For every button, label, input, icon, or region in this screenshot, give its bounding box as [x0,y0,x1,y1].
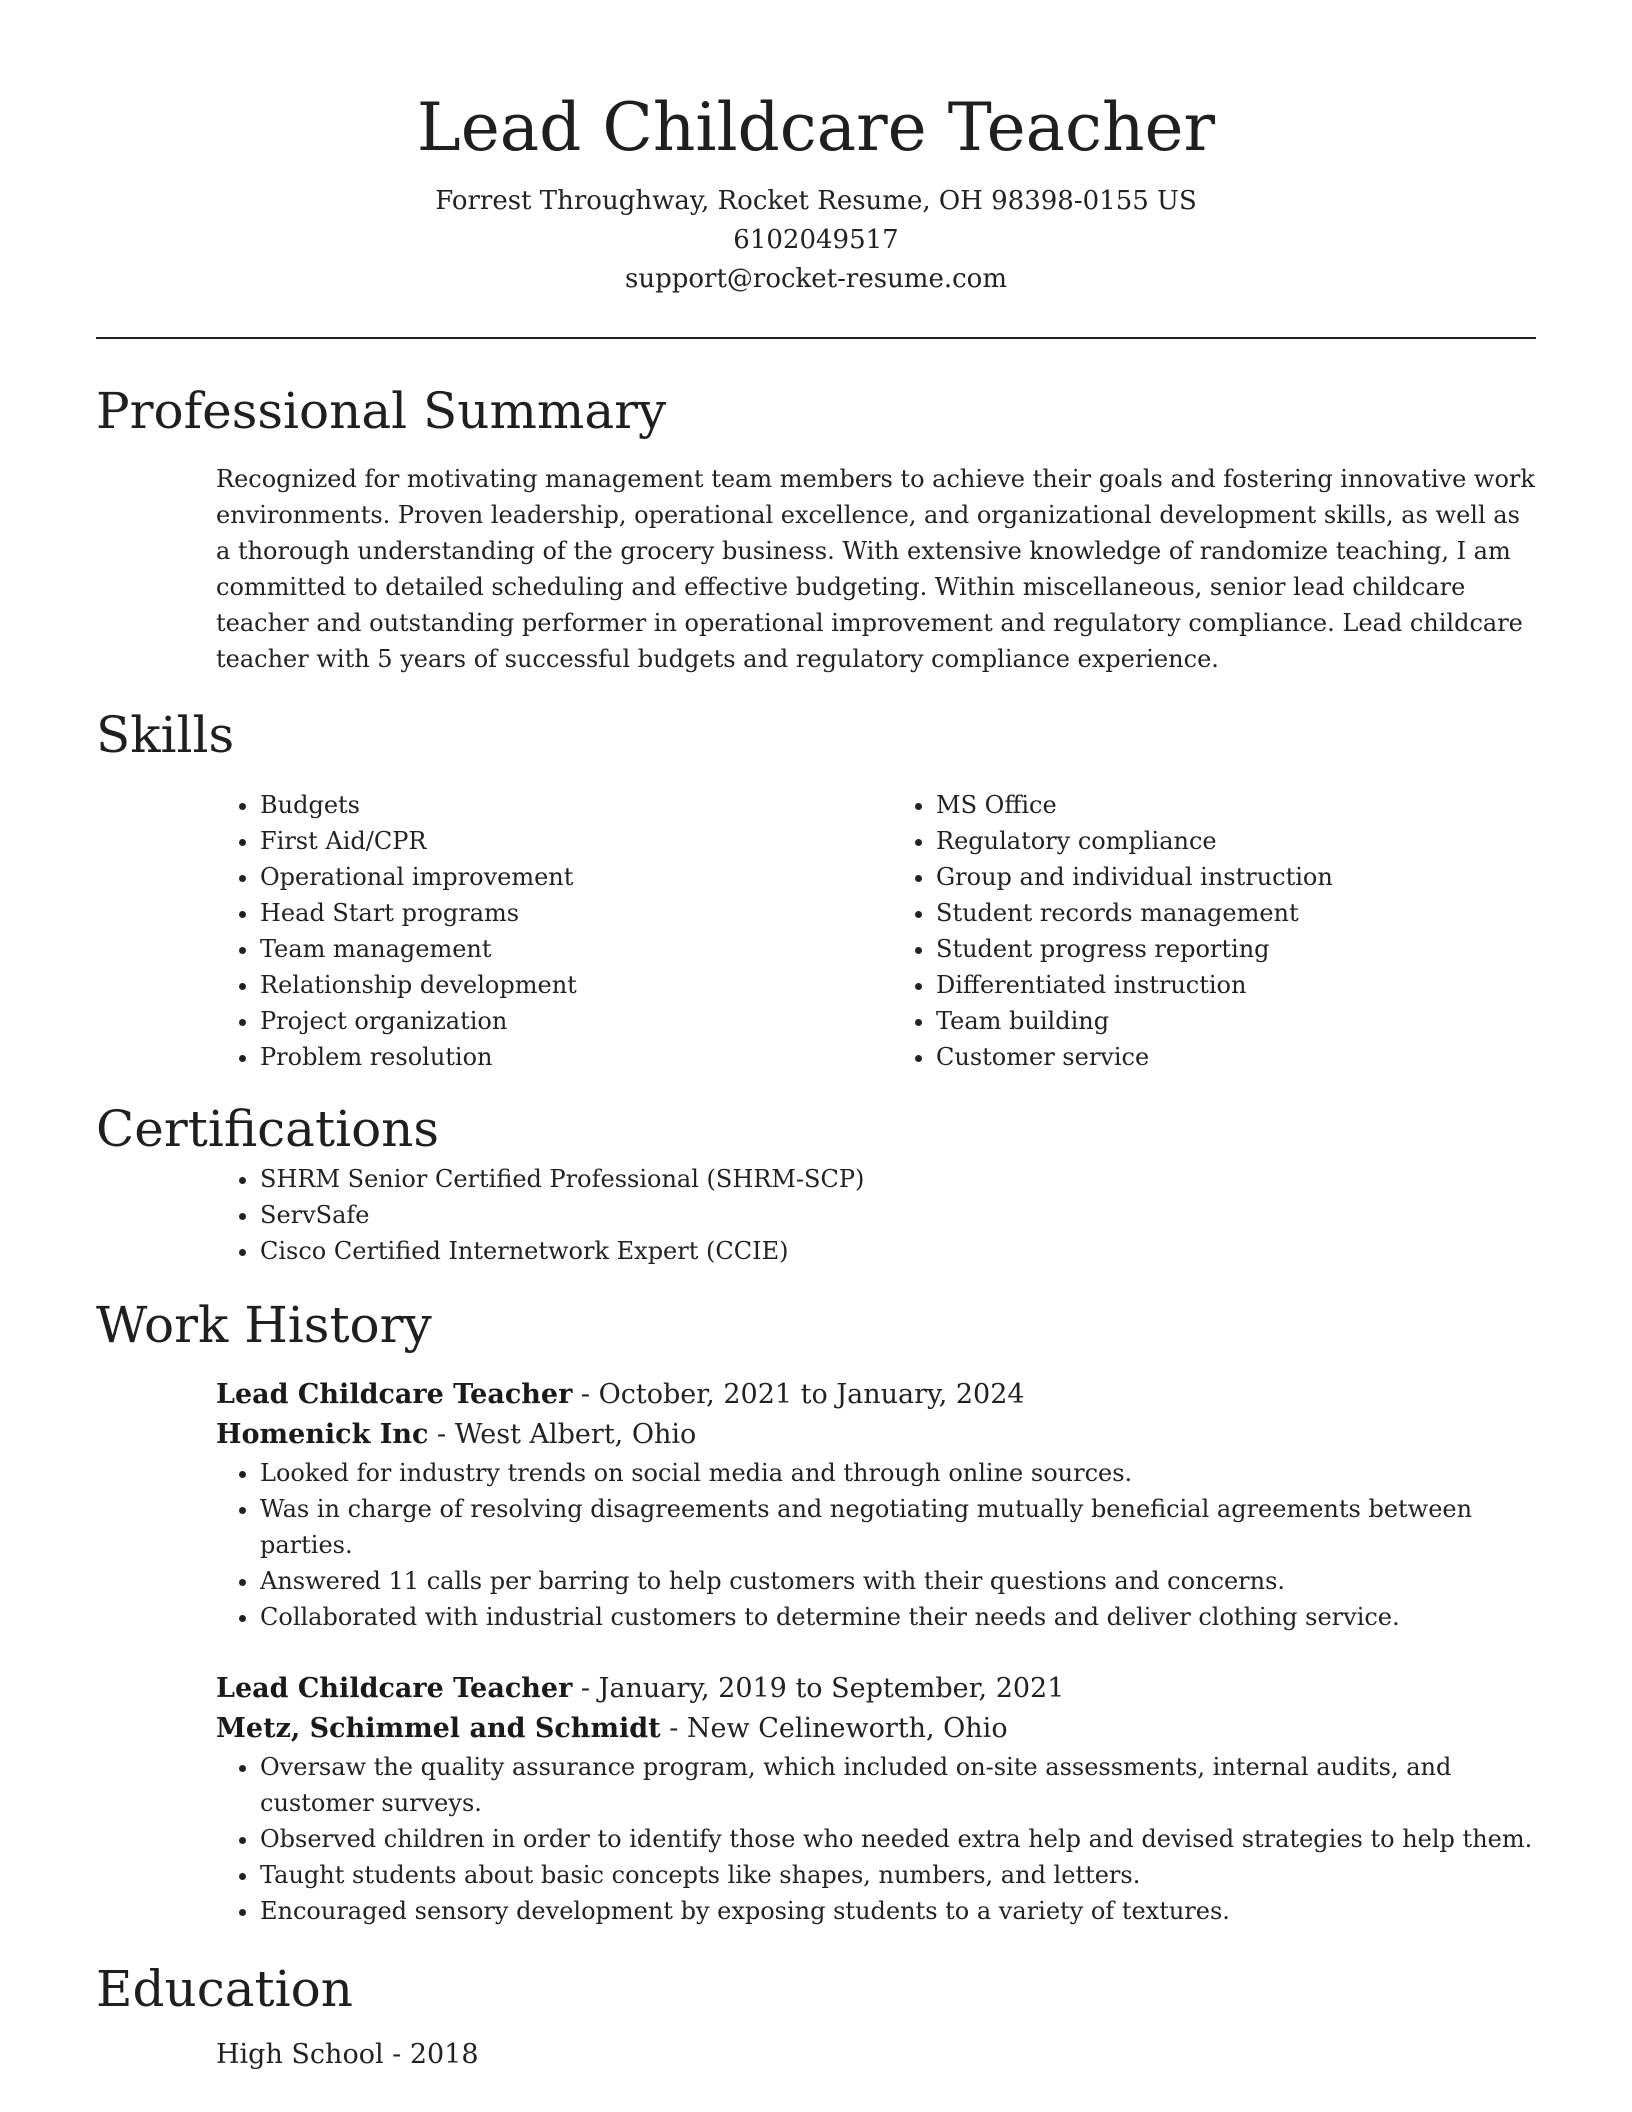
contact-block [96,182,1536,299]
education-heading: Education [96,1960,353,2018]
work-history-heading: Work History [96,1296,432,1354]
job-bullets [96,1455,1536,1635]
skills-list-right [910,787,1536,1075]
list-item: • Collaborated with industrial customers to determine their needs and deliver clothing service. [260,1599,1536,1635]
education-year: - 2018 [383,2039,479,2070]
certifications-list [96,1161,1536,1269]
list-item: • Cisco Certified Internetwork Expert (CCIE) [260,1233,1536,1269]
skills-heading: Skills [96,706,235,764]
list-item: • Observed children in order to identify those who needed extra help and devised strategies to help them. [260,1821,1536,1857]
job-title-line [216,1375,1536,1415]
job-company: Metz, Schimmel and Schmidt [216,1713,661,1744]
skills-grid [96,787,1536,1075]
job-role: Lead Childcare Teacher [216,1379,573,1410]
list-item: • Problem resolution [260,1039,910,1075]
list-item: • Regulatory compliance [936,823,1536,859]
list-item: • Budgets [260,787,910,823]
list-item: • Was in charge of resolving disagreements and negotiating mutually beneficial agreements between parties. [260,1491,1536,1563]
contact-phone: 6102049517 [733,225,899,255]
list-item: • Team building [936,1003,1536,1039]
list-item: • Operational improvement [260,859,910,895]
job-entry [96,1669,1536,1929]
job-location: - New Celineworth, Ohio [660,1713,1008,1744]
list-item: • Head Start programs [260,895,910,931]
list-item: • Project organization [260,1003,910,1039]
summary-text: Recognized for motivating management team members to achieve their goals and fostering innovative work environments. Proven leadership, operational excellence, and organizational development skills, as well as a thorough understanding of the grocery business. With extensive knowledge of randomize teaching, I am committed to detailed scheduling and effective budgeting. Within miscellaneous, senior lead childcare teacher and outstanding performer in operational improvement and regulatory compliance. Lead childcare teacher with 5 years of successful budgets and regulatory compliance experience. [216,465,1535,673]
job-dates: - January, 2019 to September, 2021 [572,1673,1065,1704]
job-company: Homenick Inc [216,1419,429,1450]
list-item: • Customer service [936,1039,1536,1075]
list-item: • Answered 11 calls per barring to help customers with their questions and concerns. [260,1563,1536,1599]
job-company-line [216,1415,1536,1455]
job-title-line [216,1669,1536,1709]
contact-email: support@rocket-resume.com [624,264,1007,294]
list-item: • MS Office [936,787,1536,823]
list-item: • Relationship development [260,967,910,1003]
list-item: • Group and individual instruction [936,859,1536,895]
list-item: • First Aid/CPR [260,823,910,859]
list-item: • Encouraged sensory development by exposing students to a variety of textures. [260,1893,1536,1929]
list-item: • Differentiated instruction [936,967,1536,1003]
list-item: • ServSafe [260,1197,1536,1233]
resume-page [96,0,1536,2075]
skills-list-left [96,787,910,1075]
job-entry [96,1375,1536,1635]
certifications-heading: Certifications [96,1100,440,1158]
education-degree: High School [216,2039,384,2070]
list-item: • SHRM Senior Certified Professional (SHRM-SCP) [260,1161,1536,1197]
list-item: • Student records management [936,895,1536,931]
list-item: • Student progress reporting [936,931,1536,967]
list-item: • Oversaw the quality assurance program, which included on-site assessments, internal audits, and customer surveys. [260,1749,1536,1821]
summary-heading: Professional Summary [96,382,667,440]
education-entry [216,2035,1536,2075]
job-company-line [216,1709,1536,1749]
list-item: • Looked for industry trends on social media and through online sources. [260,1455,1536,1491]
header-divider [96,337,1536,339]
list-item: • Taught students about basic concepts like shapes, numbers, and letters. [260,1857,1536,1893]
job-dates: - October, 2021 to January, 2024 [572,1379,1025,1410]
job-location: - West Albert, Ohio [428,1419,697,1450]
job-role: Lead Childcare Teacher [216,1673,573,1704]
resume-title: Lead Childcare Teacher [416,89,1216,166]
list-item: • Team management [260,931,910,967]
contact-address: Forrest Throughway, Rocket Resume, OH 98398-0155 US [435,186,1197,216]
job-bullets [96,1749,1536,1929]
